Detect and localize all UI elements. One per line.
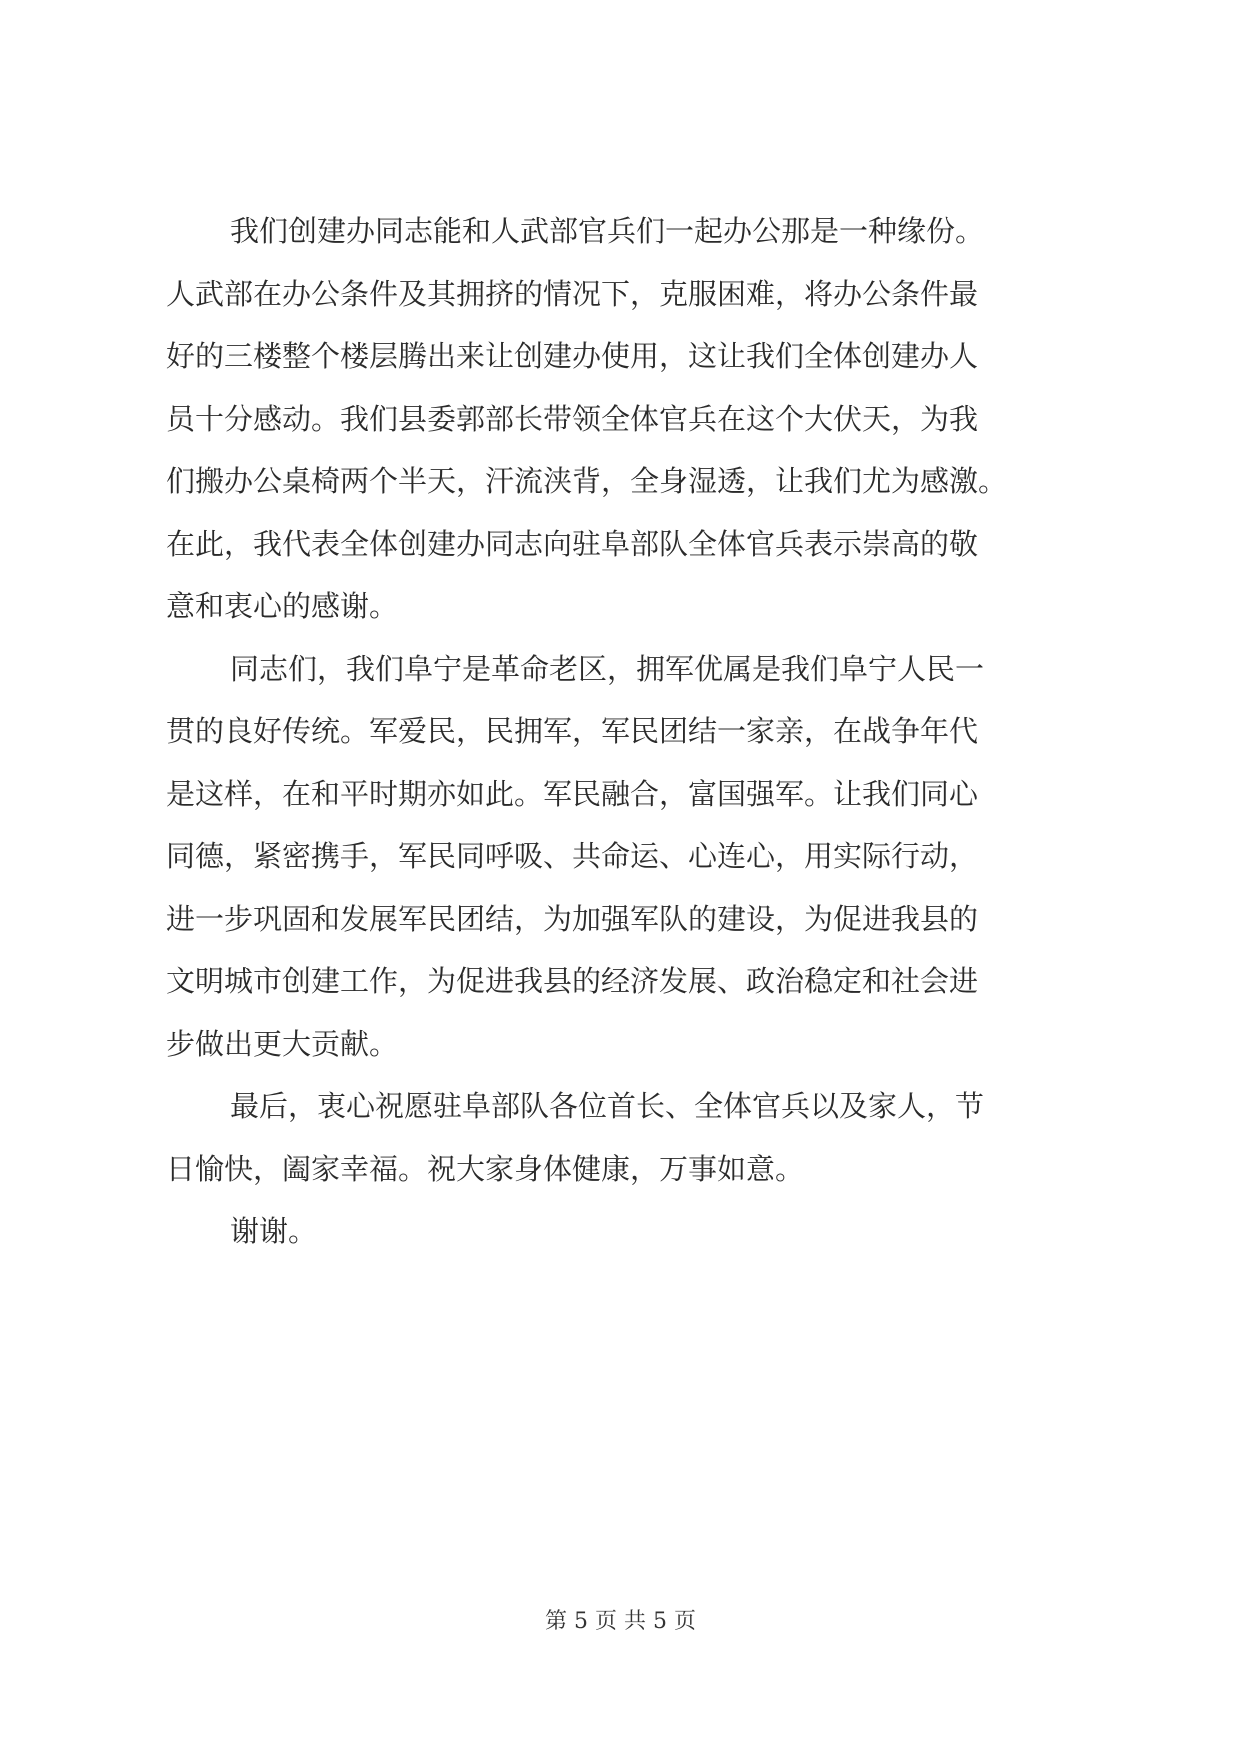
paragraph-4 (166, 1200, 1086, 1263)
paragraph-line: 谢谢。 (230, 1214, 318, 1248)
paragraph-line: 步做出更大贡献。 (166, 1026, 399, 1061)
paragraph-2 (166, 638, 1086, 1076)
paragraph-line: 我们创建办同志能和人武部官兵们一起办公那是一种缘份。 (230, 214, 985, 248)
page-number-label: 第 5 页 共 5 页 (545, 1609, 696, 1634)
paragraph-line: 同志们，我们阜宁是革命老区，拥军优属是我们阜宁人民一 (230, 651, 985, 686)
paragraph-3 (166, 1075, 1086, 1200)
paragraph-line: 是这样，在和平时期亦如此。军民融合，富国强军。让我们同心 (166, 776, 979, 811)
page-footer (0, 1607, 1241, 1637)
paragraph-line: 在此，我代表全体创建办同志向驻阜部队全体官兵表示崇高的敬 (166, 526, 979, 561)
paragraph-line: 员十分感动。我们县委郭部长带领全体官兵在这个大伏天，为我 (166, 401, 979, 436)
paragraph-line: 贯的良好传统。军爱民，民拥军，军民团结一家亲，在战争年代 (166, 714, 979, 748)
paragraph-line: 人武部在办公条件及其拥挤的情况下，克服困难，将办公条件最 (166, 276, 979, 311)
paragraph-line: 意和衷心的感谢。 (166, 589, 399, 623)
paragraph-line: 文明城市创建工作，为促进我县的经济发展、政治稳定和社会进 (166, 964, 979, 998)
paragraph-line: 们搬办公桌椅两个半天，汗流浃背，全身湿透，让我们尤为感激。 (166, 464, 1008, 498)
paragraph-1 (166, 200, 1086, 638)
paragraph-line: 进一步巩固和发展军民团结，为加强军队的建设，为促进我县的 (166, 901, 979, 936)
paragraph-line: 最后，衷心祝愿驻阜部队各位首长、全体官兵以及家人，节 (230, 1089, 985, 1123)
document-body (166, 200, 1086, 1263)
paragraph-line: 日愉快，阖家幸福。祝大家身体健康，万事如意。 (166, 1151, 805, 1186)
paragraph-line: 同德，紧密携手，军民同呼吸、共命运、心连心，用实际行动， (166, 839, 979, 873)
paragraph-line: 好的三楼整个楼层腾出来让创建办使用，这让我们全体创建办人 (166, 339, 979, 373)
